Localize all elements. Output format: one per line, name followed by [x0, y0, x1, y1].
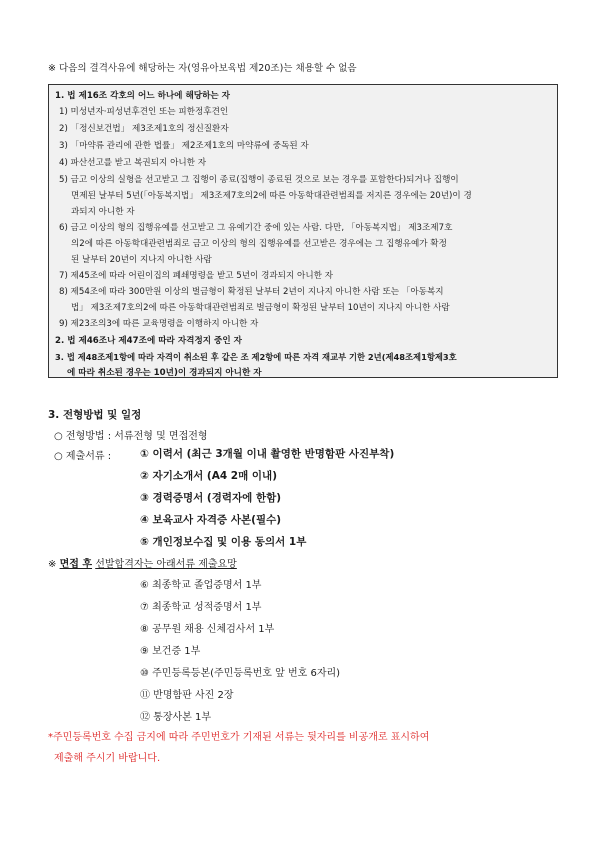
box-heading-1: 1. 법 제16조 각호의 어느 하나에 해당하는 자 [55, 91, 230, 101]
box-heading-3-cont: 에 따라 취소된 경우는 10년)이 경과되지 아니한 자 [67, 368, 262, 378]
doc-item: ⑤ 개인정보수집 및 이용 동의서 1부 [140, 536, 307, 548]
box-line: 법」 제3조제7호의2에 따른 아동학대관련범죄로 벌금형이 확정된 날부터 10년이 지나지 아니한 사람 [71, 303, 450, 313]
box-line: 1) 미성년자·피성년후견인 또는 피한정후견인 [59, 107, 229, 117]
box-heading-2: 2. 법 제46조나 제47조에 따라 자격정지 중인 자 [55, 336, 242, 346]
doc-item: ③ 경력증명서 (경력자에 한함) [140, 492, 282, 504]
extra-doc-item: ⑧ 공무원 채용 신체검사서 1부 [140, 624, 275, 635]
box-line: 2) 「정신보건법」 제3조제1호의 정신질환자 [59, 124, 229, 134]
box-line: 면제된 날부터 5년(「아동복지법」 제3조제7호의2에 따른 아동학대관련범죄를 저지른 경우에는 20년)이 경 [71, 191, 472, 201]
extra-doc-item: ⑥ 최종학교 졸업증명서 1부 [140, 580, 262, 591]
privacy-notice-line2: 제출해 주시기 바랍니다. [54, 753, 161, 764]
section-title: 3. 전형방법 및 일정 [48, 409, 142, 421]
doc-item: ④ 보육교사 자격증 사본(필수) [140, 514, 282, 526]
notice-text: 선발합격자는 아래서류 제출요망 [95, 559, 237, 570]
doc-item: ② 자기소개서 (A4 2매 이내) [140, 470, 277, 482]
box-line: 의2에 따른 아동학대관련범죄로 금고 이상의 형의 집행유예를 선고받은 경우에는 그 집행유예가 확정 [71, 239, 447, 249]
box-line: 4) 파산선고를 받고 복권되지 아니한 자 [59, 158, 207, 168]
submit-docs-label: ○ 제출서류 : [54, 451, 112, 462]
extra-doc-item: ⑫ 통장사본 1부 [140, 712, 212, 723]
box-heading-3: 3. 법 제48조제1항에 따라 자격이 취소된 후 같은 조 제2항에 따른 자격 재교부 기한 2년(제48조제1항제3호 [55, 352, 457, 362]
box-line: 과되지 아니한 자 [71, 207, 135, 217]
box-line: 된 날부터 20년이 지나지 아니한 사람 [71, 255, 212, 265]
box-line: 5) 금고 이상의 실형을 선고받고 그 집행이 종료(집행이 종료된 것으로 보는 경우를 포함한다)되거나 집행이 [59, 175, 459, 185]
screening-method: ○ 전형방법 : 서류전형 및 면접전형 [54, 431, 208, 442]
box-line: 9) 제23조의3에 따른 교육명령을 이행하지 아니한 자 [59, 319, 259, 329]
disqualification-box [48, 84, 558, 378]
box-line: 6) 금고 이상의 형의 집행유예를 선고받고 그 유예기간 중에 있는 사람. 다만, 「아동복지법」 제3조제7호 [59, 223, 453, 233]
doc-item: ① 이력서 (최근 3개월 이내 촬영한 반명함판 사진부착) [140, 448, 395, 460]
box-line: 7) 제45조에 따라 어린이집의 폐쇄명령을 받고 5년이 경과되지 아니한 자 [59, 271, 333, 281]
disqualification-intro: ※ 다음의 결격사유에 해당하는 자(영유아보육법 제20조)는 채용할 수 없음 [48, 63, 357, 74]
notice-bold: 면접 후 [59, 559, 93, 570]
privacy-notice-line1: *주민등록번호 수집 금지에 따라 주민번호가 기재된 서류는 뒷자리를 비공개로 표시하여 [48, 732, 430, 743]
extra-doc-item: ⑨ 보건증 1부 [140, 646, 201, 657]
notice-mark: ※ [48, 559, 57, 570]
box-line: 3) 「마약류 관리에 관한 법률」 제2조제1호의 마약류에 중독된 자 [59, 141, 309, 151]
box-line: 8) 제54조에 따라 300만원 이상의 벌금형이 확정된 날부터 2년이 지나지 아니한 사람 또는 「아동복지 [59, 287, 444, 297]
extra-doc-item: ⑪ 반명함판 사진 2장 [140, 690, 234, 701]
extra-doc-item: ⑦ 최종학교 성적증명서 1부 [140, 602, 262, 613]
interview-notice [48, 555, 237, 570]
extra-doc-item: ⑩ 주민등록등본(주민등록번호 앞 번호 6자리) [140, 668, 341, 679]
